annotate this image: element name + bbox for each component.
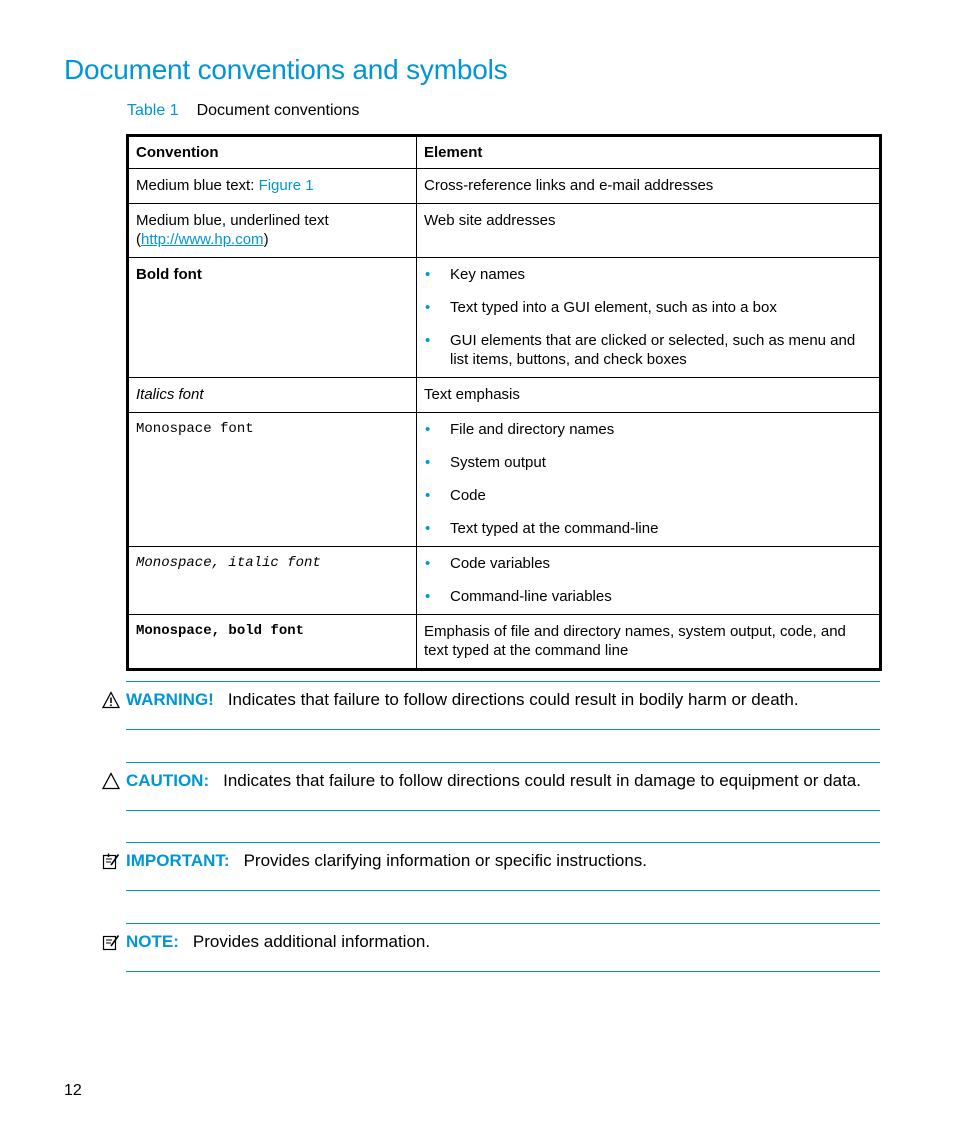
convention-text: Medium blue, underlined text — [136, 212, 329, 229]
list-item: • File and directory names — [425, 421, 615, 438]
element-cell: Web site addresses — [417, 204, 881, 258]
element-cell: Emphasis of file and directory names, system output, code, and text typed at the command line — [417, 615, 881, 670]
open-paren: ( — [136, 231, 141, 248]
convention-cell: Monospace, italic font — [128, 547, 417, 615]
notice-text: Indicates that failure to follow directions could result in bodily harm or death. — [227, 690, 799, 709]
convention-cell: Monospace, bold font — [128, 615, 417, 670]
table-row — [128, 547, 881, 615]
list-item: • Code — [425, 487, 486, 504]
element-list — [424, 265, 872, 369]
notice-label: IMPORTANT: — [126, 851, 230, 870]
convention-cell: Italics font — [128, 378, 417, 413]
bullet-icon: • — [425, 555, 431, 572]
table-row — [128, 204, 881, 258]
warning-notice — [126, 681, 880, 730]
notice-text: Provides clarifying information or specific instructions. — [243, 851, 647, 870]
close-paren: ) — [263, 231, 269, 248]
bullet-icon: • — [425, 332, 431, 349]
table-row — [128, 169, 881, 204]
page-number: 12 — [64, 1082, 82, 1099]
table-title: Document conventions — [196, 102, 360, 119]
element-cell — [417, 413, 881, 547]
warning-icon — [102, 691, 120, 709]
list-item: • Key names — [425, 266, 526, 283]
list-item: • Text typed at the command-line — [425, 520, 659, 537]
bullet-icon: • — [425, 588, 431, 605]
element-cell: Cross-reference links and e-mail addresses — [417, 169, 881, 204]
convention-text: Medium blue text: — [136, 177, 259, 194]
header-element: Element — [417, 136, 881, 169]
page-heading: Document conventions and symbols — [64, 54, 508, 85]
bullet-icon: • — [425, 299, 431, 316]
element-list — [424, 420, 872, 538]
list-item: • Code variables — [425, 555, 551, 572]
element-cell — [417, 547, 881, 615]
notice-label: WARNING! — [126, 690, 214, 709]
notice-label: NOTE: — [126, 932, 179, 951]
table-row — [128, 615, 881, 670]
list-item: • Text typed into a GUI element, such as into a box — [425, 299, 777, 316]
caution-icon — [102, 772, 120, 790]
important-icon — [102, 852, 120, 870]
notice-label: CAUTION: — [126, 771, 210, 790]
bullet-icon: • — [425, 266, 431, 283]
convention-cell: Monospace font — [128, 413, 417, 547]
notice-text: Provides additional information. — [192, 932, 431, 951]
list-item: • Command-line variables — [425, 588, 612, 605]
element-list — [424, 554, 872, 606]
convention-cell — [128, 169, 417, 204]
bullet-icon: • — [425, 520, 431, 537]
convention-cell — [128, 204, 417, 258]
table-row — [128, 258, 881, 378]
note-notice — [126, 923, 880, 972]
important-notice — [126, 842, 880, 891]
figure-link[interactable]: Figure 1 — [258, 177, 314, 194]
table-row — [128, 378, 881, 413]
conventions-table — [126, 134, 882, 671]
convention-cell: Bold font — [128, 258, 417, 378]
notice-text: Indicates that failure to follow directions could result in damage to equipment or data. — [223, 771, 861, 790]
bullet-icon: • — [425, 454, 431, 471]
element-cell: Text emphasis — [417, 378, 881, 413]
element-cell — [417, 258, 881, 378]
table-caption — [127, 102, 359, 120]
list-item: • System output — [425, 454, 546, 471]
table-number: Table 1 — [127, 102, 179, 119]
bullet-icon: • — [425, 421, 431, 438]
caution-notice — [126, 762, 880, 811]
header-convention: Convention — [128, 136, 417, 169]
list-item: • GUI elements that are clicked or selected, such as menu and list items, buttons, and check boxes — [425, 332, 856, 368]
bullet-icon: • — [425, 487, 431, 504]
table-header-row — [128, 136, 881, 169]
table-row — [128, 413, 881, 547]
note-icon — [102, 933, 120, 951]
hp-web-link[interactable]: http://www.hp.com — [141, 231, 264, 248]
